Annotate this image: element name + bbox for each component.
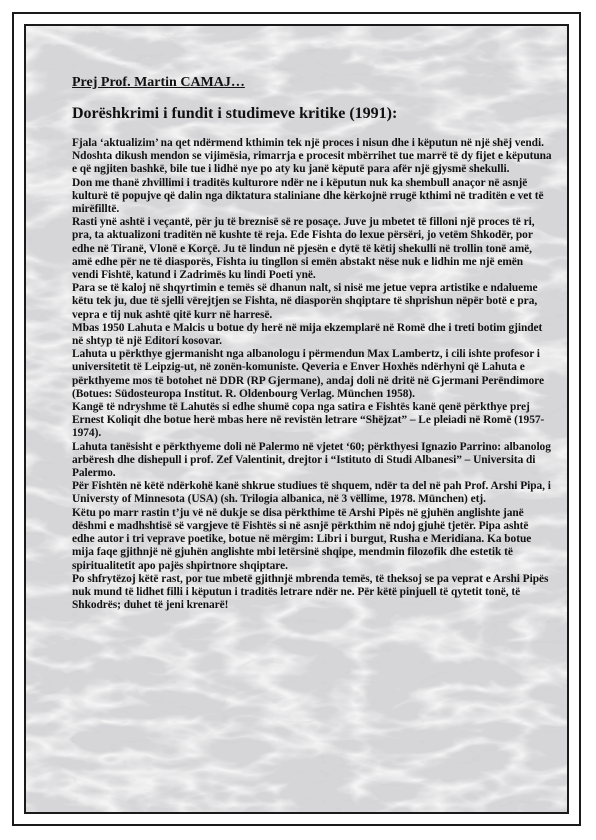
paragraph: Kangë të ndryshme të Lahutës si edhe shumë copa nga satira e Fishtës kanë qenë përkthye prej Ernest Koliqit dhe botue herë mbas here në revistën letrare “Shëjzat” – Le pleiadi në Romë (1957-1974).	[72, 401, 545, 440]
marble-panel	[24, 24, 569, 814]
paragraph: Për Fishtën në këtë ndërkohë kanë shkrue studiues të shquem, ndër ta del në pah Prof. Arshi Pipa, i Universty of Minnesota (USA) (sh. Trilogia albanica, në 3 vëllime, 1978. München) etj.	[72, 480, 551, 506]
article	[72, 74, 552, 612]
paragraph: Para se të kaloj në shqyrtimin e temës së dhanun nalt, si nisë me jetue vepra artistike e ndalueme këtu tek ju, due të sjelli vërejtjen se Fishta, në diasporën shqiptare të shprishun nëpër botë e pra, vepra e tij nuk ashtë qitë kurr në harresë.	[72, 282, 538, 321]
article-title: Dorëshkrimi i fundit i studimeve kritike (1991):	[72, 105, 398, 122]
paragraph: Po shfrytëzoj këtë rast, por tue mbetë gjithnjë mbrenda temës, të theksoj se pa veprat e Arshi Pipës nuk mund të lidhet filli i këputun i traditës letrare ndër ne. Për këtë pinjuell të qytetit tonë, të Shkodrës; duhet të jeni krenarë!	[72, 572, 549, 612]
paragraph: Lahuta tanësisht e përkthyeme doli në Palermo në vjetet ‘60; përkthyesi Ignazio Parrino: albanolog arbëresh dhe dishepull i prof. Zef Valentinit, drejtor i “Istituto di Studi Albanesi” – Universita di Palermo.	[72, 440, 551, 480]
paragraph: Këtu po marr rastin t’ju vë në dukje se disa përkthime të Arshi Pipës në gjuhën anglishte janë dëshmi e madhshtisë së vargjeve të Fishtës si në asnjë përkthim në ndoj gjuhë tjetër. Pipa ashtë edhe autor i tri veprave poetike, botue në mërgim: Libri i burgut, Rusha e Meridiana. Ka botue mija faqe gjithnjë në gjuhën anglishte mbi letërsinë shqipe, mendmin filozofik dhe estetik të spiritualitetit apo pajës shpirtnore shqiptare.	[72, 506, 532, 572]
author-line: Prej Prof. Martin CAMAJ…	[72, 75, 245, 90]
article-body	[72, 137, 552, 612]
paragraph: Lahuta u përkthye gjermanisht nga albanologu i përmendun Max Lambertz, i cili ishte profesor i universitetit të Leipzig-ut, në zonën-komuniste. Qeveria e Enver Hoxhës ndërhyni që Lahuta e përkthyeme mos të botohet në DDR (RP Gjermane), andaj doli në dritë në Gjermani Perëndimore (Botues: Südosteuropa Institut. R. Oldenbourg Verlag. München 1958).	[72, 348, 544, 400]
paragraph: Don me thanë zhvillimi i traditës kulturore ndër ne i këputun nuk ka shembull anaçor në asnjë kulturë të popujve që dalin nga diktatura staliniane dhe kërkojnë rrugë kthimi në traditën e vet të mirëfilltë.	[72, 176, 544, 216]
paragraph: Rasti ynë ashtë i veçantë, për ju të breznisë së re posaçe. Juve ju mbetet të filloni një proces të ri, pra, ta aktualizoni traditën në kushte të reja. Ede Fishta do lexue përsëri, jo vetëm Shkodër, por edhe në Tiranë, Vlonë e Korçë. Ju të lindun në pjesën e dytë të këtij shekulli në trollin tonë amë, amë edhe për ne të diasporës, Fishta iu tingllon si emën abstakt nëse nuk e lidhin me një emën vendi Fishtë, katund i Zadrimës ku lindi Poeti ynë.	[72, 216, 535, 282]
paragraph: Fjala ‘aktualizim’ na qet ndërmend kthimin tek një proces i nisun dhe i këputun në një shëj vendi. Ndoshta dikush mendon se vijimësia, rimarrja e procesit mbërrihet tue marrë të dy fijet e këputuna e që ngjiten bashkë, bile tue i lidhë nye po aty ku janë këputë para afër një gjysmë shekulli.	[72, 137, 552, 176]
paragraph: Mbas 1950 Lahuta e Malcis u botue dy herë në mija ekzemplarë në Romë dhe i treti botim gjindet në shtyp të një Editorí kosovar.	[72, 321, 543, 348]
